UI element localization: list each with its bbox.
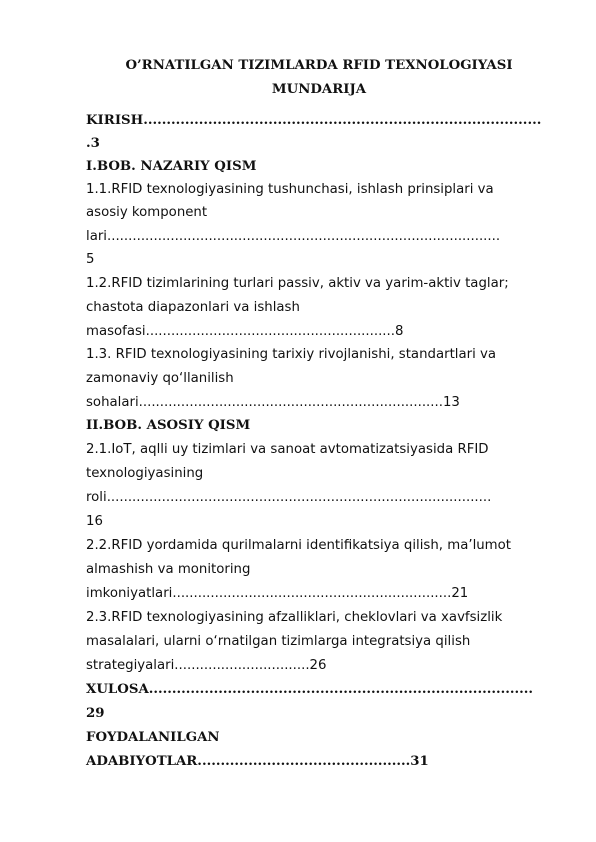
toc-entry-kirish: KIRISH...................................................................................... xyxy=(86,113,542,128)
toc-entry-2-2: 2.2.RFID yordamida qurilmalarni identifikatsiya qilish, ma’lumot xyxy=(86,538,511,553)
toc-page-2-1: 16 xyxy=(86,514,103,529)
toc-entry-1-2-cont: chastota diapazonlari va ishlash xyxy=(86,300,300,315)
toc-entry-1-1: 1.1.RFID texnologiyasining tushunchasi, ishlash prinsiplari va xyxy=(86,182,494,197)
toc-entry-1-2-leader: masofasi...........................................................8 xyxy=(86,324,404,339)
toc-entry-2-3-leader: strategiyalari................................26 xyxy=(86,658,327,673)
toc-chapter-2: II.BOB. ASOSIY QISM xyxy=(86,418,251,433)
toc-page-xulosa: 29 xyxy=(86,706,105,721)
toc-entry-references: FOYDALANILGAN xyxy=(86,730,220,745)
toc-entry-2-1-cont: texnologiyasining xyxy=(86,466,204,481)
toc-entry-xulosa: XULOSA................................................................................... xyxy=(86,682,533,697)
toc-chapter-1: I.BOB. NAZARIY QISM xyxy=(86,159,257,174)
toc-entry-2-3: 2.3.RFID texnologiyasining afzalliklari, cheklovlari va xavfsizlik xyxy=(86,610,503,625)
toc-entry-2-2-cont: almashish va monitoring xyxy=(86,562,251,577)
toc-entry-1-3-leader: sohalari........................................................................13 xyxy=(86,395,460,410)
toc-entry-1-1-cont: asosiy komponent xyxy=(86,205,208,220)
toc-entry-2-1: 2.1.IoT, aqlli uy tizimlari va sanoat avtomatizatsiyasida RFID xyxy=(86,442,489,457)
toc-entry-1-2: 1.2.RFID tizimlarining turlari passiv, aktiv va yarim-aktiv taglar; xyxy=(86,276,509,291)
toc-entry-1-1-leader: lari............................................................................................. xyxy=(86,229,501,244)
toc-entry-2-2-leader: imkoniyatlari..................................................................21 xyxy=(86,586,469,601)
contents-heading: MUNDARIJA xyxy=(271,82,367,97)
toc-entry-references-leader: ADABIYOTLAR..............................................31 xyxy=(86,754,429,769)
toc-page-1-1: 5 xyxy=(86,252,95,267)
document-title: O’RNATILGAN TIZIMLARDA RFID TEXNOLOGIYASI xyxy=(125,58,513,73)
toc-entry-2-1-leader: roli........................................................................................... xyxy=(86,490,492,505)
toc-entry-2-3-cont: masalalari, ularni o‘rnatilgan tizimlarga integratsiya qilish xyxy=(86,634,471,649)
toc-page-kirish: .3 xyxy=(86,136,100,151)
toc-entry-1-3: 1.3. RFID texnologiyasining tarixiy rivojlanishi, standartlari va xyxy=(86,347,497,362)
toc-entry-1-3-cont: zamonaviy qo‘llanilish xyxy=(86,371,234,386)
